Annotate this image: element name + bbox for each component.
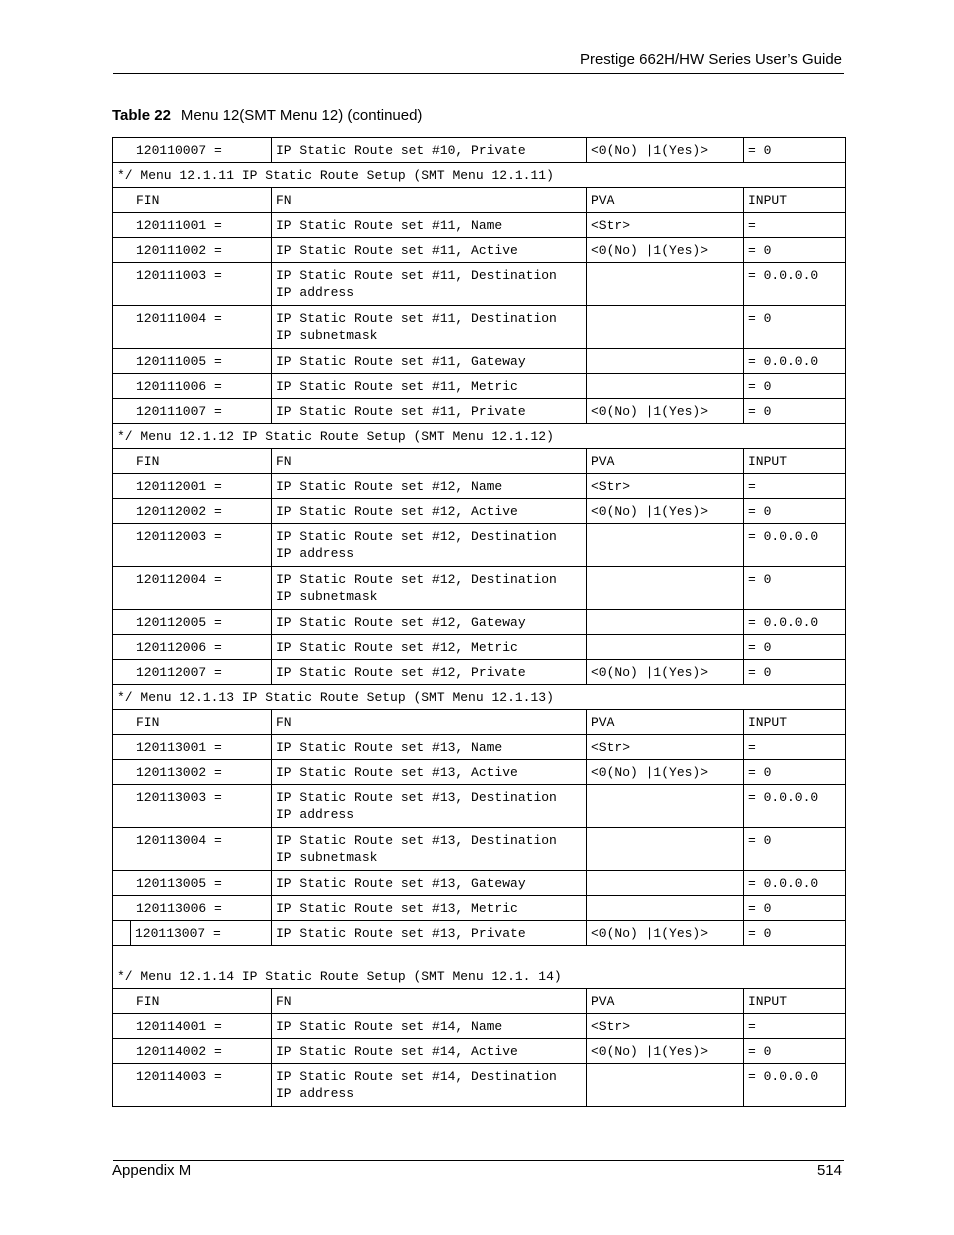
input-cell: = 0 [744,1039,846,1064]
section-row [113,685,846,710]
input-cell: = 0 [744,567,846,610]
fn-cell: IP Static Route set #12, Metric [272,635,587,660]
footer-rule [113,1160,844,1161]
table-row [113,610,846,635]
menu-table [112,137,846,1107]
input-cell: = 0.0.0.0 [744,349,846,374]
table-row [113,1039,846,1064]
table-row [113,1014,846,1039]
input-cell: = 0 [744,138,846,163]
fn-cell: IP Static Route set #11, Destination IP address [272,263,587,306]
fin-text: 120113007 = [135,926,221,941]
fn-cell: IP Static Route set #12, Name [272,474,587,499]
fin-cell: 120111005 = [113,349,272,374]
table-row [113,474,846,499]
fn-cell: IP Static Route set #12, Destination IP subnetmask [272,567,587,610]
fn-cell: IP Static Route set #11, Gateway [272,349,587,374]
table-row [113,138,846,163]
fin-cell [113,921,272,946]
input-cell: = 0.0.0.0 [744,524,846,567]
fin-cell: 120111001 = [113,213,272,238]
table-row [113,871,846,896]
table-row [113,399,846,424]
fn-cell: IP Static Route set #12, Destination IP address [272,524,587,567]
column-header-fn-cell: FN [272,710,587,735]
column-header-pva-cell: PVA [587,449,744,474]
fn-cell: IP Static Route set #14, Destination IP address [272,1064,587,1107]
column-header-input-cell: INPUT [744,710,846,735]
fn-cell: IP Static Route set #11, Metric [272,374,587,399]
fin-cell: 120111003 = [113,263,272,306]
table-row [113,735,846,760]
pva-cell: <0(No) |1(Yes)> [587,138,744,163]
fin-cell: 120113002 = [113,760,272,785]
input-cell: = 0 [744,499,846,524]
pva-cell: <0(No) |1(Yes)> [587,238,744,263]
section-row [113,424,846,449]
menu-table-body [113,138,846,1107]
column-header-input-cell: INPUT [744,989,846,1014]
table-row [113,760,846,785]
input-cell: = 0.0.0.0 [744,263,846,306]
fn-cell: IP Static Route set #11, Private [272,399,587,424]
pva-cell [587,871,744,896]
input-cell: = 0 [744,896,846,921]
pva-cell [587,524,744,567]
input-cell: = 0 [744,921,846,946]
table-row [113,567,846,610]
table-row [113,374,846,399]
fn-cell: IP Static Route set #11, Active [272,238,587,263]
input-cell: = 0 [744,760,846,785]
input-cell: = [744,474,846,499]
pva-cell [587,374,744,399]
pva-cell [587,1064,744,1107]
pva-cell [587,610,744,635]
column-header-pva-cell: PVA [587,710,744,735]
table-caption [112,107,422,124]
fin-cell: 120114003 = [113,1064,272,1107]
section-title: */ Menu 12.1.11 IP Static Route Setup (SMT Menu 12.1.11) [113,163,846,188]
page-number: 514 [816,1162,842,1179]
section-row [113,946,846,989]
fn-cell: IP Static Route set #12, Gateway [272,610,587,635]
table-row [113,896,846,921]
pva-cell: <Str> [587,474,744,499]
cell-divider [130,921,131,945]
column-header-fn-cell: FN [272,449,587,474]
input-cell: = [744,213,846,238]
table-row [113,921,846,946]
fin-cell: 120113006 = [113,896,272,921]
column-header-fin-cell: FIN [113,710,272,735]
fn-cell: IP Static Route set #13, Destination IP subnetmask [272,828,587,871]
pva-cell [587,567,744,610]
table-row [113,660,846,685]
table-row [113,828,846,871]
table-row [113,635,846,660]
pva-cell [587,349,744,374]
column-header-fin-cell: FIN [113,188,272,213]
header-rule [113,73,844,74]
pva-cell [587,635,744,660]
column-header-input-cell: INPUT [744,449,846,474]
table-row [113,306,846,349]
fin-cell: 120114001 = [113,1014,272,1039]
fn-cell: IP Static Route set #13, Name [272,735,587,760]
pva-cell: <Str> [587,213,744,238]
input-cell: = 0 [744,374,846,399]
table-row [113,349,846,374]
fin-cell: 120112003 = [113,524,272,567]
fin-cell: 120111002 = [113,238,272,263]
fin-cell: 120112002 = [113,499,272,524]
fn-cell: IP Static Route set #13, Metric [272,896,587,921]
table-caption-label: Table 22 [112,107,171,124]
pva-cell [587,785,744,828]
pva-cell: <0(No) |1(Yes)> [587,660,744,685]
input-cell: = 0 [744,828,846,871]
fin-cell: 120112004 = [113,567,272,610]
column-header-input-cell: INPUT [744,188,846,213]
fn-cell: IP Static Route set #12, Private [272,660,587,685]
fin-cell: 120112001 = [113,474,272,499]
column-header-fn-cell: FN [272,188,587,213]
input-cell: = [744,1014,846,1039]
pva-cell: <0(No) |1(Yes)> [587,399,744,424]
input-cell: = 0 [744,660,846,685]
header-row [113,989,846,1014]
pva-cell [587,263,744,306]
fn-cell: IP Static Route set #14, Name [272,1014,587,1039]
table-row [113,213,846,238]
fn-cell: IP Static Route set #10, Private [272,138,587,163]
fin-cell: 120113004 = [113,828,272,871]
input-cell: = 0 [744,399,846,424]
footer-section: Appendix M [112,1162,192,1179]
fn-cell: IP Static Route set #14, Active [272,1039,587,1064]
section-title: */ Menu 12.1.14 IP Static Route Setup (SMT Menu 12.1. 14) [113,946,846,989]
fn-cell: IP Static Route set #13, Private [272,921,587,946]
fin-cell: 120112007 = [113,660,272,685]
pva-cell: <0(No) |1(Yes)> [587,760,744,785]
table-row [113,524,846,567]
input-cell: = 0 [744,635,846,660]
pva-cell [587,828,744,871]
fin-cell: 120111004 = [113,306,272,349]
table-row [113,785,846,828]
fin-cell: 120112006 = [113,635,272,660]
fin-cell: 120110007 = [113,138,272,163]
fin-cell: 120111006 = [113,374,272,399]
table-row [113,238,846,263]
pva-cell: <Str> [587,1014,744,1039]
fin-cell: 120113003 = [113,785,272,828]
fin-cell: 120113001 = [113,735,272,760]
input-cell: = 0 [744,306,846,349]
pva-cell [587,896,744,921]
pva-cell: <0(No) |1(Yes)> [587,1039,744,1064]
pva-cell: <0(No) |1(Yes)> [587,499,744,524]
table-caption-text: Menu 12(SMT Menu 12) (continued) [180,107,423,124]
fn-cell: IP Static Route set #11, Destination IP subnetmask [272,306,587,349]
input-cell: = [744,735,846,760]
fn-cell: IP Static Route set #13, Gateway [272,871,587,896]
section-title: */ Menu 12.1.12 IP Static Route Setup (SMT Menu 12.1.12) [113,424,846,449]
column-header-fn-cell: FN [272,989,587,1014]
column-header-fin-cell: FIN [113,449,272,474]
running-header: Prestige 662H/HW Series User’s Guide [579,51,842,68]
fin-cell: 120114002 = [113,1039,272,1064]
input-cell: = 0.0.0.0 [744,871,846,896]
table-row [113,1064,846,1107]
column-header-pva-cell: PVA [587,188,744,213]
input-cell: = 0.0.0.0 [744,610,846,635]
fn-cell: IP Static Route set #11, Name [272,213,587,238]
column-header-pva-cell: PVA [587,989,744,1014]
fn-cell: IP Static Route set #13, Destination IP address [272,785,587,828]
pva-cell: <0(No) |1(Yes)> [587,921,744,946]
section-row [113,163,846,188]
header-row [113,188,846,213]
input-cell: = 0.0.0.0 [744,785,846,828]
pva-cell [587,306,744,349]
table-row [113,263,846,306]
input-cell: = 0.0.0.0 [744,1064,846,1107]
header-row [113,449,846,474]
fin-cell: 120111007 = [113,399,272,424]
input-cell: = 0 [744,238,846,263]
fin-cell: 120113005 = [113,871,272,896]
section-title: */ Menu 12.1.13 IP Static Route Setup (SMT Menu 12.1.13) [113,685,846,710]
pva-cell: <Str> [587,735,744,760]
table-row [113,499,846,524]
header-row [113,710,846,735]
fin-cell: 120112005 = [113,610,272,635]
fn-cell: IP Static Route set #13, Active [272,760,587,785]
fn-cell: IP Static Route set #12, Active [272,499,587,524]
column-header-fin-cell: FIN [113,989,272,1014]
